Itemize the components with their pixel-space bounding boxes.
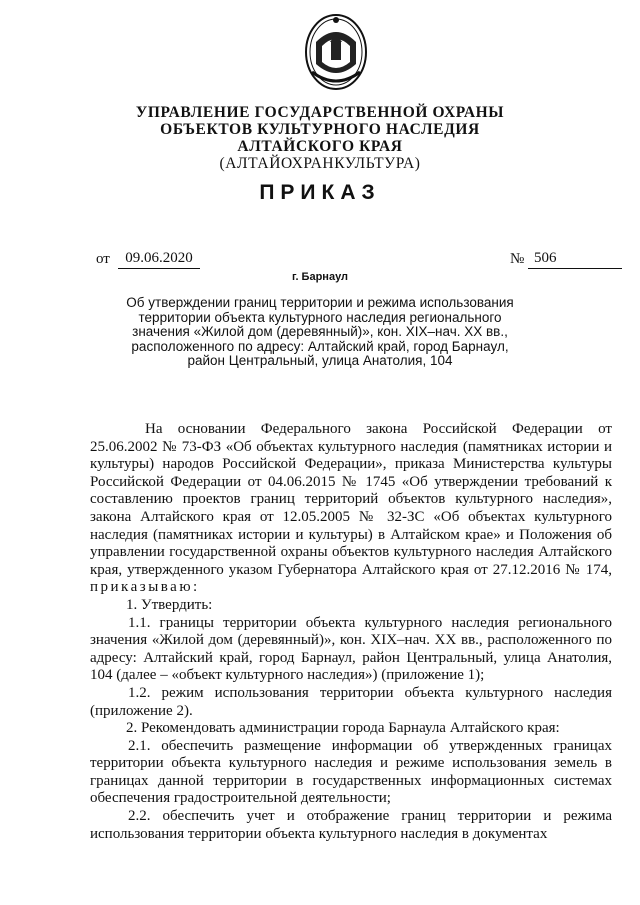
item-1-2: 1.2. режим использования территории объекта культурного наследия (приложение 2). xyxy=(90,684,612,719)
subject-line-2: территории объекта культурного наследия регионального xyxy=(138,309,502,325)
org-line-4: (АЛТАЙОХРАНКУЛЬТУРА) xyxy=(219,155,421,172)
city-label: г. Барнаул xyxy=(291,271,349,283)
subject-line-3: значения «Жилой дом (деревянный)», кон. XIX–нач. XX вв., xyxy=(132,324,508,340)
subject-line-1: Об утверждении границ территории и режима использования xyxy=(126,295,514,310)
number-label: № xyxy=(510,251,525,267)
subject-line-5: район Центральный, улица Анатолия, 104 xyxy=(187,353,453,369)
item-2: 2. Рекомендовать администрации города Барнаула Алтайского края: xyxy=(126,720,560,737)
order-word: приказываю: xyxy=(90,579,200,596)
order-body xyxy=(90,421,612,843)
order-subject xyxy=(120,296,520,369)
org-line-1: УПРАВЛЕНИЕ ГОСУДАРСТВЕННОЙ ОХРАНЫ xyxy=(135,104,505,121)
item-2-1: 2.1. обеспечить размещение информации об утвержденных границах территории объекта культурного наследия и режиме использования земель в границах данной территории в государственных информационных системах обеспечения градостроительной деятельности; xyxy=(90,737,612,807)
org-line-2: ОБЪЕКТОВ КУЛЬТУРНОГО НАСЛЕДИЯ xyxy=(160,121,480,138)
org-line-3: АЛТАЙСКОГО КРАЯ xyxy=(237,138,403,155)
preamble-paragraph xyxy=(90,421,612,597)
subject-line-4: расположенного по адресу: Алтайский край, город Барнаул, xyxy=(131,338,509,354)
document-type-title: ПРИКАЗ xyxy=(259,181,381,204)
date-prefix-label: от xyxy=(96,251,110,267)
order-date: 09.06.2020 xyxy=(118,250,200,269)
item-1: 1. Утвердить: xyxy=(126,596,213,613)
coat-of-arms-emblem xyxy=(302,12,370,92)
order-number: 506 xyxy=(528,250,622,269)
item-2-2: 2.2. обеспечить учет и отображение границ территории и режима использования территории объекта культурного наследия в документах xyxy=(90,808,612,842)
item-1-1: 1.1. границы территории объекта культурного наследия регионального значения «Жилой дом (деревянный)», кон. XIX–нач. XX вв., расположенного по адресу: Алтайский край, город Барнаул, район Центральный, улица Анатолия, 104 (далее – «объект культурного наследия») (приложение 1); xyxy=(90,614,612,684)
preamble-text: На основании Федерального закона Российской Федерации от 25.06.2002 № 73-ФЗ «Об объектах культурного наследия (памятниках истории и культуры) народов Российской Федерации», приказа Министерства культуры Российской Федерации от 04.06.2015 № 1745 «Об утверждении требований к составлению проектов границ территорий объектов культурного наследия», закона Алтайского края от 12.05.2005 № 32-ЗС «Об объектах культурного наследия (памятниках истории и культуры) в Алтайском крае» и Положения об управлении государственной охраны объектов культурного наследия Алтайского края, утвержденного указом Губернатора Алтайского края от 27.12.2016 № 174, xyxy=(90,421,612,578)
organization-header xyxy=(0,104,640,172)
